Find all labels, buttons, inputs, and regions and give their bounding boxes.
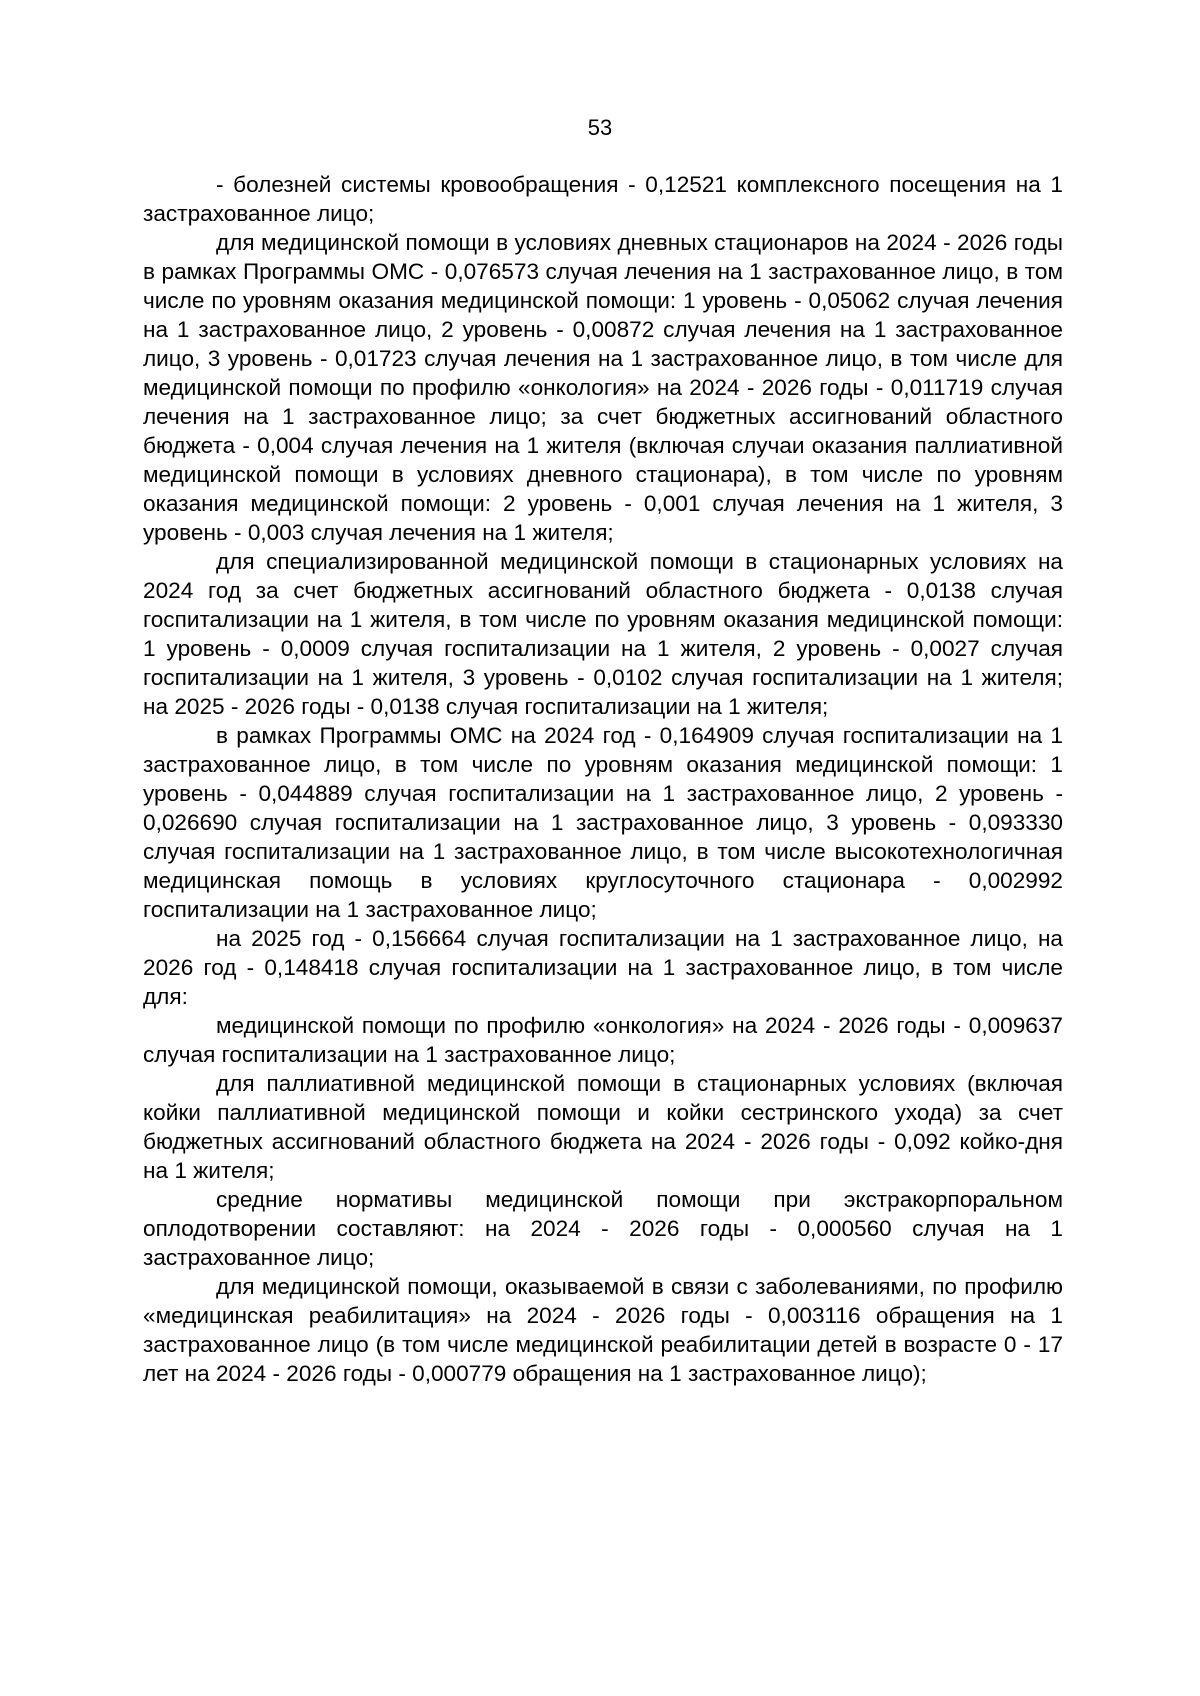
paragraph-hospitalization-2025-2026: на 2025 год - 0,156664 случая госпитализации на 1 застрахованное лицо, на 2026 год - 0,148418 случая госпитализации на 1 застрахованное лицо, в том числе для:	[143, 926, 1063, 1009]
paragraph-palliative-care: для паллиативной медицинской помощи в стационарных условиях (включая койки паллиативной медицинской помощи и койки сестринского ухода) за счет бюджетных ассигнований областного бюджета на 2024 - 2026 годы - 0,092 койко-дня на 1 жителя;	[143, 1071, 1063, 1183]
paragraph-oms-hospitalization-2024: в рамках Программы ОМС на 2024 год - 0,164909 случая госпитализации на 1 застрахованное лицо, в том числе по уровням оказания медицинской помощи: 1 уровень - 0,044889 случая госпитализации на 1 застрахованное лицо, 2 уровень - 0,026690 случая госпитализации на 1 застрахованное лицо, 3 уровень - 0,093330 случая госпитализации на 1 застрахованное лицо, в том числе высокотехнологичная медицинская помощь в условиях круглосуточного стационара - 0,002992 госпитализации на 1 застрахованное лицо;	[143, 723, 1063, 922]
paragraph-oncology-profile: медицинской помощи по профилю «онкология» на 2024 - 2026 годы - 0,009637 случая госпитализации на 1 застрахованное лицо;	[143, 1013, 1063, 1067]
paragraph-ivf-norms: средние нормативы медицинской помощи при экстракорпоральном оплодотворении составляют: на 2024 - 2026 годы - 0,000560 случая на 1 застрахованное лицо;	[143, 1187, 1063, 1270]
document-body	[143, 170, 1063, 1388]
paragraph-day-hospital: для медицинской помощи в условиях дневных стационаров на 2024 - 2026 годы в рамках Программы ОМС - 0,076573 случая лечения на 1 застрахованное лицо, в том числе по уровням оказания медицинской помощи: 1 уровень - 0,05062 случая лечения на 1 застрахованное лицо, 2 уровень - 0,00872 случая лечения на 1 застрахованное лицо, 3 уровень - 0,01723 случая лечения на 1 застрахованное лицо, в том числе для медицинской помощи по профилю «онкология» на 2024 - 2026 годы - 0,011719 случая лечения на 1 застрахованное лицо; за счет бюджетных ассигнований областного бюджета - 0,004 случая лечения на 1 жителя (включая случаи оказания паллиативной медицинской помощи в условиях дневного стационара), в том числе по уровням оказания медицинской помощи: 2 уровень - 0,001 случая лечения на 1 жителя, 3 уровень - 0,003 случая лечения на 1 жителя;	[143, 230, 1063, 545]
paragraph-circulatory-diseases: - болезней системы кровообращения - 0,12521 комплексного посещения на 1 застрахованное лицо;	[143, 172, 1063, 226]
paragraph-medical-rehabilitation: для медицинской помощи, оказываемой в связи с заболеваниями, по профилю «медицинская реабилитация» на 2024 - 2026 годы - 0,003116 обращения на 1 застрахованное лицо (в том числе медицинской реабилитации детей в возрасте 0 - 17 лет на 2024 - 2026 годы - 0,000779 обращения на 1 застрахованное лицо);	[143, 1274, 1063, 1386]
paragraph-specialized-inpatient-budget: для специализированной медицинской помощи в стационарных условиях на 2024 год за счет бюджетных ассигнований областного бюджета - 0,0138 случая госпитализации на 1 жителя, в том числе по уровням оказания медицинской помощи: 1 уровень - 0,0009 случая госпитализации на 1 жителя, 2 уровень - 0,0027 случая госпитализации на 1 жителя, 3 уровень - 0,0102 случая госпитализации на 1 жителя; на 2025 - 2026 годы - 0,0138 случая госпитализации на 1 жителя;	[143, 549, 1063, 719]
page-number: 53	[587, 115, 613, 140]
